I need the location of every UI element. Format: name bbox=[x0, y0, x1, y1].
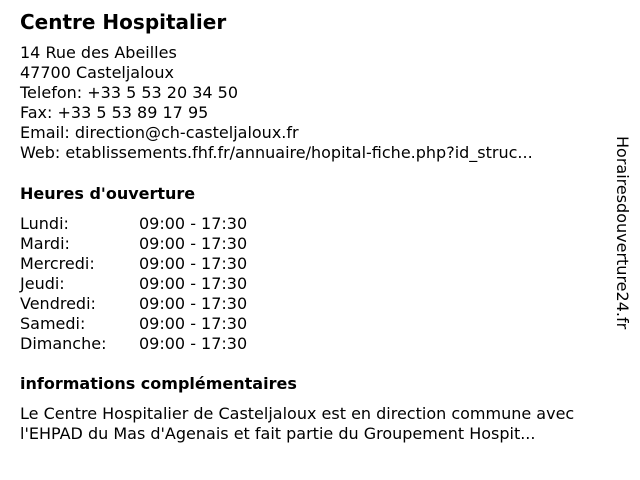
hours-row bbox=[20, 274, 320, 294]
hours-heading: Heures d'ouverture bbox=[20, 184, 196, 203]
time-range: 09:00 - 17:30 bbox=[139, 214, 248, 233]
day-label: Samedi: bbox=[20, 314, 86, 333]
info-text bbox=[20, 404, 630, 444]
page-title: Centre Hospitalier bbox=[20, 10, 227, 34]
hours-row bbox=[20, 334, 320, 354]
address-block bbox=[20, 43, 533, 163]
time-range: 09:00 - 17:30 bbox=[139, 334, 248, 353]
hours-row bbox=[20, 214, 320, 234]
hours-table bbox=[20, 214, 320, 354]
hours-row bbox=[20, 254, 320, 274]
info-line: Le Centre Hospitalier de Casteljaloux est en direction commune avec bbox=[20, 404, 575, 423]
info-heading: informations complémentaires bbox=[20, 374, 297, 393]
time-range: 09:00 - 17:30 bbox=[139, 254, 248, 273]
time-range: 09:00 - 17:30 bbox=[139, 234, 248, 253]
street-address: 14 Rue des Abeilles bbox=[20, 43, 177, 62]
fax-number: Fax: +33 5 53 89 17 95 bbox=[20, 103, 209, 122]
time-range: 09:00 - 17:30 bbox=[139, 274, 248, 293]
hours-row bbox=[20, 294, 320, 314]
day-label: Vendredi: bbox=[20, 294, 96, 313]
hours-row bbox=[20, 234, 320, 254]
day-label: Mardi: bbox=[20, 234, 70, 253]
phone-number: Telefon: +33 5 53 20 34 50 bbox=[20, 83, 239, 102]
site-watermark: Horairesdouverture24.fr bbox=[613, 136, 632, 330]
day-label: Lundi: bbox=[20, 214, 69, 233]
day-label: Dimanche: bbox=[20, 334, 107, 353]
time-range: 09:00 - 17:30 bbox=[139, 314, 248, 333]
website: Web: etablissements.fhf.fr/annuaire/hopital-fiche.php?id_struc... bbox=[20, 143, 533, 162]
day-label: Mercredi: bbox=[20, 254, 95, 273]
day-label: Jeudi: bbox=[20, 274, 65, 293]
email-address: Email: direction@ch-casteljaloux.fr bbox=[20, 123, 299, 142]
time-range: 09:00 - 17:30 bbox=[139, 294, 248, 313]
hours-row bbox=[20, 314, 320, 334]
info-line: l'EHPAD du Mas d'Agenais et fait partie du Groupement Hospit... bbox=[20, 424, 536, 443]
city: 47700 Casteljaloux bbox=[20, 63, 174, 82]
